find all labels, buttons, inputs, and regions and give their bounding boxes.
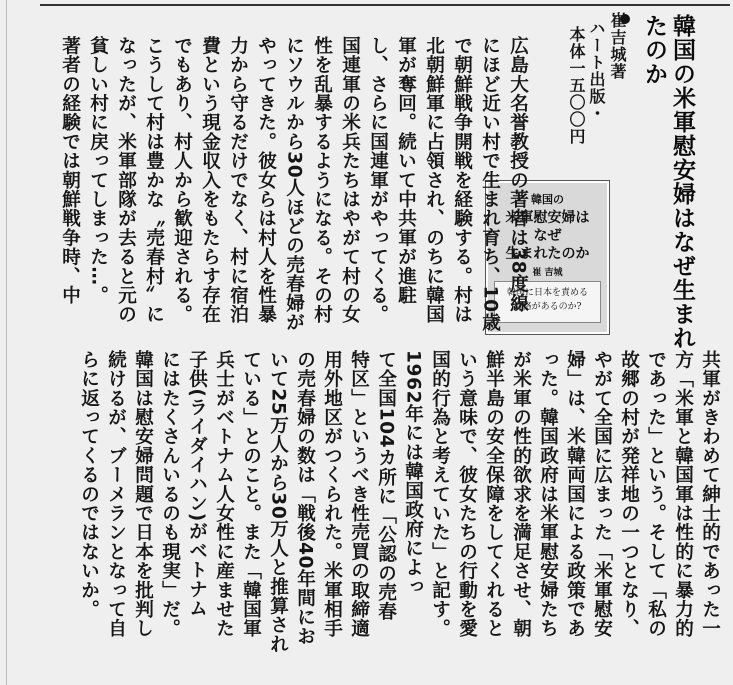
body-column: 力から守るだけでなく、村に宿泊 — [227, 36, 249, 324]
body-column: 軍が奪回。続いて中共軍が進駐 — [395, 36, 417, 305]
left-margin-rule — [6, 0, 7, 685]
cover-title-2: なぜ — [533, 228, 562, 244]
cover-series: 韓国の — [531, 193, 564, 206]
cover-title-3: 生まれたのか — [505, 246, 590, 262]
body-column: 費という現金収入をもたらす存在 — [199, 36, 221, 324]
body-column: 子供(ライダイハン)がベトナム — [186, 350, 208, 618]
body-column: の売春婦の数は「戦後40年間にお — [294, 350, 316, 646]
body-column: ている」とのこと。また「韓国軍 — [240, 350, 262, 638]
body-column: であった」という。そして「私の — [645, 350, 667, 638]
body-column: 続けるが、ブーメランとなって自 — [105, 350, 127, 638]
body-column: 特区」というべき性売買の取締適 — [348, 350, 370, 638]
cover-band-line-1: 韓国に日本を責める — [506, 288, 588, 298]
body-column: て全国104カ所に「公認の売春 — [375, 350, 397, 622]
body-column: にほど近い村で生まれ育ち、10歳 — [479, 36, 501, 332]
body-column: 著者の経験では朝鮮戦争時、中 — [59, 36, 81, 305]
review-title-line-2: たのか — [641, 14, 667, 86]
body-column: 兵士がベトナム人女性に産ませた — [213, 350, 235, 638]
cover-author: 崔 吉城 — [532, 268, 563, 278]
body-column: 方「米軍と韓国軍は性的に暴力的 — [672, 350, 694, 638]
body-column: でもあり、村人から歓迎される。 — [171, 36, 193, 324]
review-title-line-1: 韓国の米軍慰安婦はなぜ生まれ — [669, 14, 695, 350]
body-column: 国的行為と考えていた」と記す。 — [429, 350, 451, 638]
body-column: やがて全国に広まった「米軍慰安 — [591, 350, 613, 638]
book-cover-image — [485, 180, 610, 335]
body-column: 性を乱暴するようになる。その村 — [311, 36, 333, 324]
body-column: なったが、米軍部隊が去ると元の — [115, 36, 137, 324]
body-column: いう意味で、彼女たちの行動を愛 — [456, 350, 478, 638]
publisher: ハート出版・ — [587, 20, 606, 122]
body-column: 1962年には韓国政府によっ — [402, 350, 424, 597]
body-column: にソウルから30人ほどの売春婦が — [283, 36, 305, 332]
top-rule — [40, 4, 730, 6]
cover-title-1: 米軍慰安婦は — [505, 210, 590, 226]
body-column: で朝鮮戦争開戦を経験する。村は — [451, 36, 473, 324]
body-column: 韓国は慰安婦問題で日本を批判し — [132, 350, 154, 638]
body-column: らに返ってくるのではないか。 — [78, 350, 100, 619]
body-column: が米軍の性的欲求を満足させ、朝 — [510, 350, 532, 638]
body-column: 共軍がきわめて紳士的であった一 — [699, 350, 721, 638]
body-column: 鮮半島の安全保障をしてくれると — [483, 350, 505, 638]
body-column: 広島大名誉教授の著者は38度線 — [507, 36, 529, 313]
body-column: し、さらに国連軍がやってくる。 — [367, 36, 389, 324]
body-column: 故郷の村が発祥地の一つとなり、 — [618, 350, 640, 638]
body-column: こうして村は豊かな〝売春村〟に — [143, 36, 165, 324]
body-column: 用外地区がつくられた。米軍相手 — [321, 350, 343, 638]
body-column: 貧しい村に戻ってしまった…。 — [87, 36, 109, 305]
price: 本体一五〇〇円 — [567, 26, 586, 145]
cover-band-line-2: 資格があるのか? — [513, 302, 582, 312]
author-byline: 崔吉城著 — [608, 12, 627, 80]
body-column: 婦」は、米韓両国による政策であ — [564, 350, 586, 638]
body-column: にはたくさんいるのも現実」だ。 — [159, 350, 181, 638]
body-column: いて25万人から30万人と推算され — [267, 350, 289, 654]
body-column: った。韓国政府は米軍慰安婦たち — [537, 350, 559, 638]
body-column: やってきた。彼女らは村人を性暴 — [255, 36, 277, 324]
body-column: 国連軍の米兵たちはやがて村の女 — [339, 36, 361, 324]
body-column: 北朝鮮軍に占領され、のちに韓国 — [423, 36, 445, 324]
